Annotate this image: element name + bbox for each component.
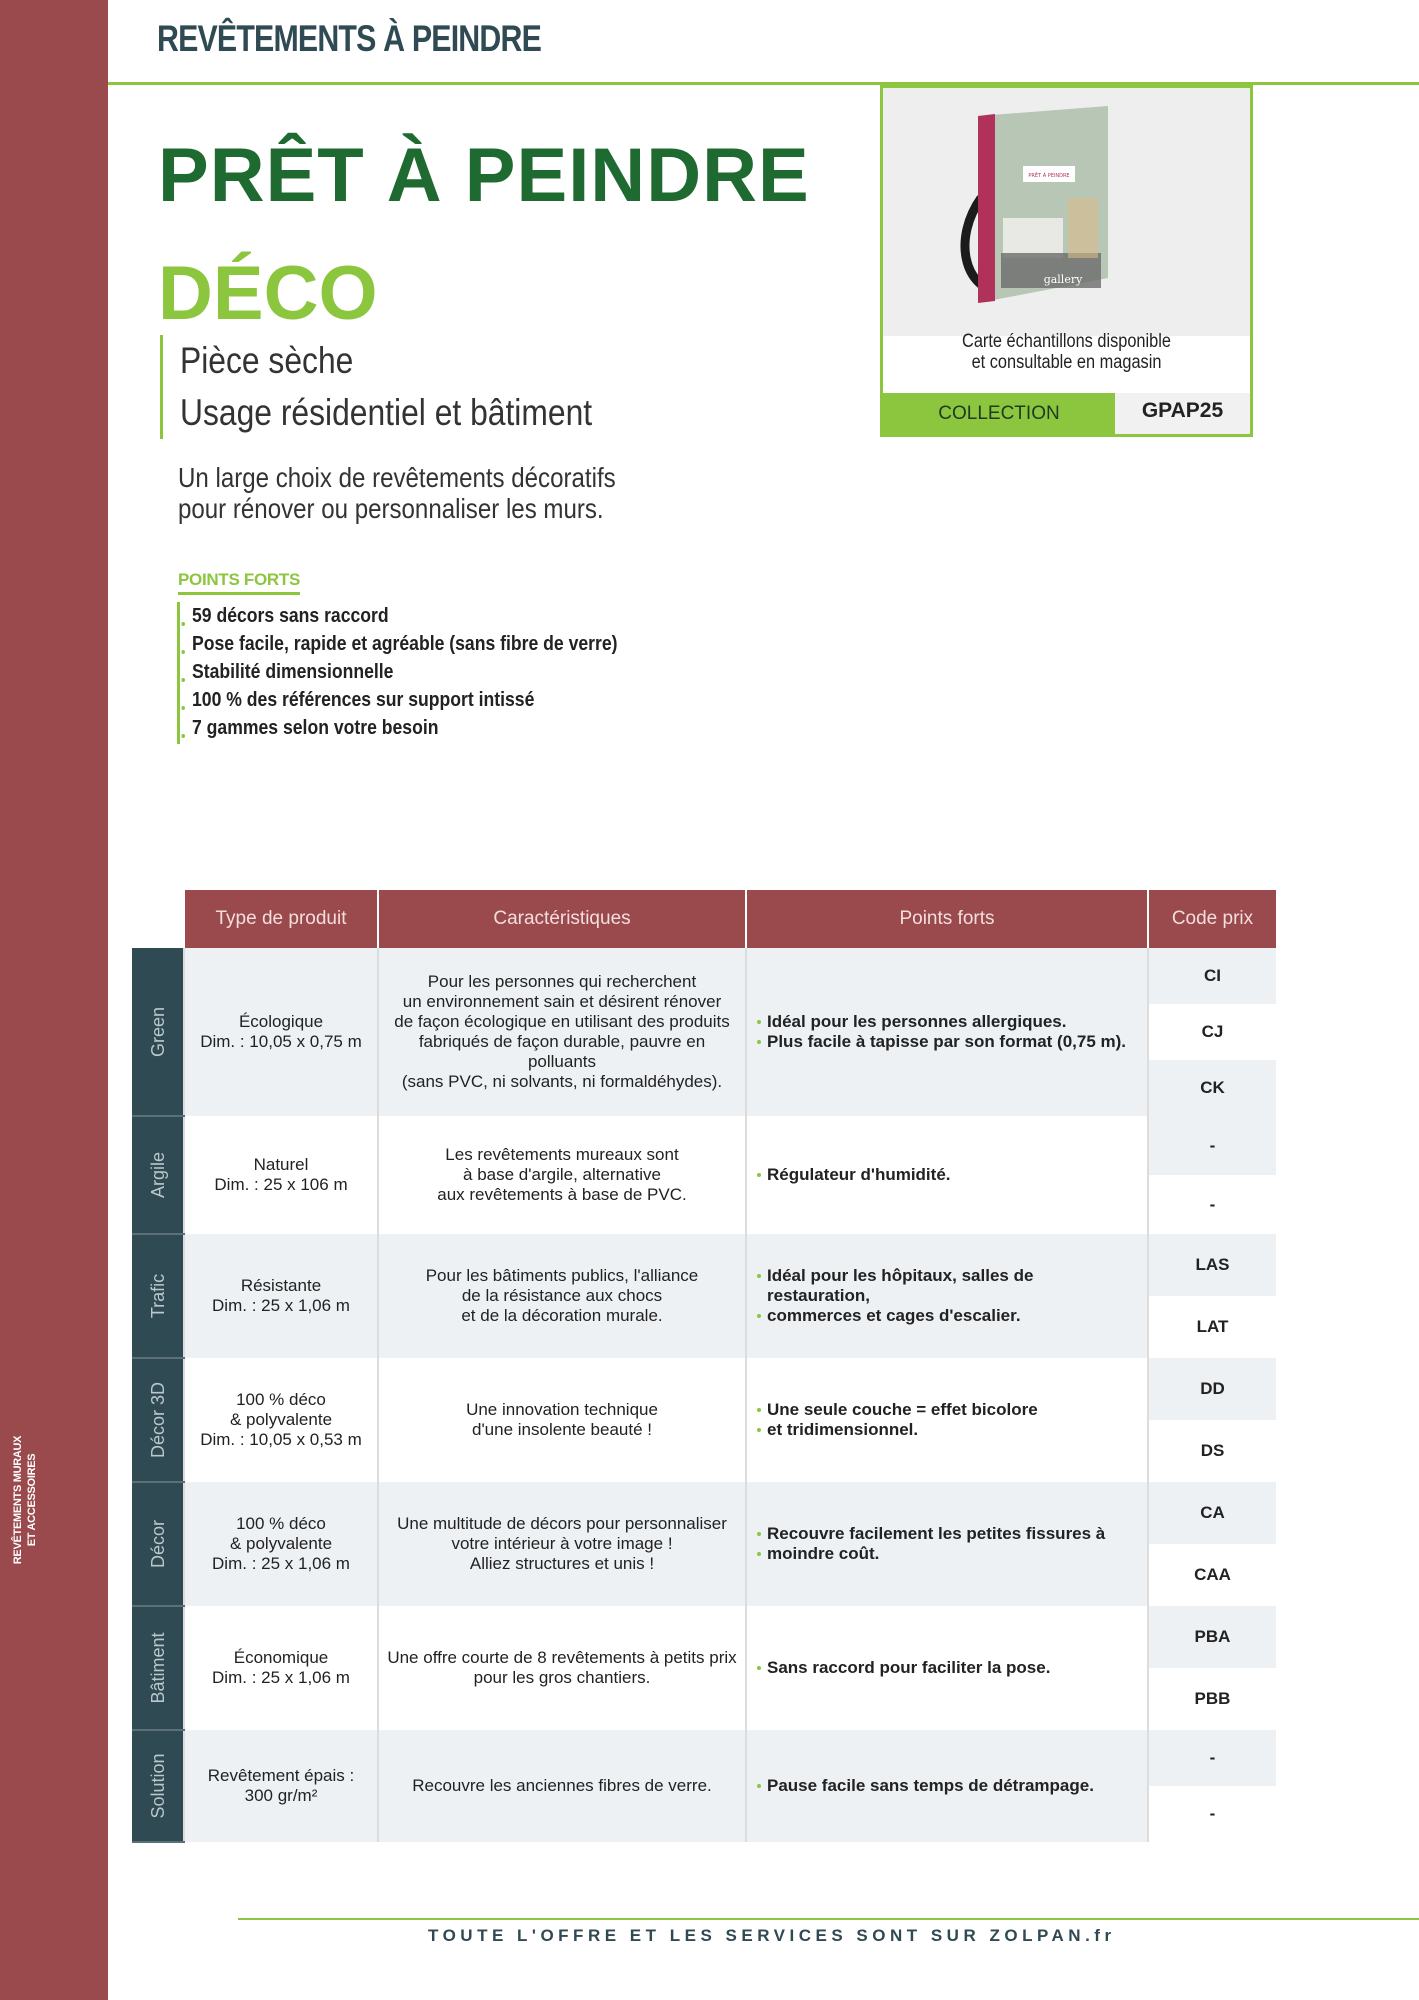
header-caracteristiques: Caractéristiques xyxy=(378,890,746,948)
price-code: - xyxy=(1149,1730,1276,1786)
cell-caracteristiques-line: Une innovation technique xyxy=(466,1400,658,1419)
table-header-row xyxy=(132,890,1276,948)
category-label: Solution xyxy=(147,1753,168,1819)
caption-line: Carte échantillons disponible xyxy=(962,331,1171,352)
cell-caracteristiques xyxy=(378,948,746,1116)
sidebar-label xyxy=(0,1400,50,1600)
cell-caracteristiques-line: Pour les bâtiments publics, l'alliance xyxy=(425,1266,699,1285)
cell-caracteristiques-line: et de la décoration murale. xyxy=(461,1306,663,1325)
list-item: 7 gammes selon votre besoin xyxy=(192,714,618,742)
price-code: - xyxy=(1149,1786,1276,1842)
cell-caracteristiques-line: aux revêtements à base de PVC. xyxy=(437,1185,687,1204)
cell-caracteristiques-line: Alliez structures et unis ! xyxy=(469,1554,655,1573)
cell-caracteristiques xyxy=(378,1606,746,1730)
list-item: Stabilité dimensionnelle xyxy=(192,658,618,686)
cell-points-forts-line: Recouvre facilement les petites fissures à xyxy=(767,1524,1139,1544)
price-code: DS xyxy=(1149,1420,1276,1482)
cell-type xyxy=(184,1730,378,1842)
cell-points-forts-line: Une seule couche = effet bicolore xyxy=(767,1400,1139,1420)
cell-caracteristiques-line: Une offre courte de 8 revêtements à petits prix xyxy=(387,1648,737,1667)
cell-caracteristiques-line: un environnement sain et désirent rénover xyxy=(402,992,722,1011)
usage-line: Usage résidentiel et bâtiment xyxy=(180,392,593,433)
cell-type-line: Économique xyxy=(233,1648,329,1667)
table-row xyxy=(132,1730,1276,1842)
cell-type-line: 300 gr/m² xyxy=(244,1786,318,1805)
sample-card xyxy=(880,85,1253,437)
header-empty xyxy=(132,890,184,948)
box-brand-text: gallery xyxy=(1043,273,1083,286)
cell-caracteristiques-line: Pour les personnes qui recherchent xyxy=(427,972,697,991)
points-forts-list xyxy=(177,602,676,744)
cell-caracteristiques-line: Les revêtements mureaux sont xyxy=(445,1145,679,1164)
category-label: Green xyxy=(147,1006,168,1057)
category-tab xyxy=(132,1116,184,1234)
footer-text: TOUTE L'OFFRE ET LES SERVICES SONT SUR ZOLPAN.fr xyxy=(428,1926,1116,1945)
page-subtitle: DÉCO xyxy=(158,251,378,336)
sample-book-illustration xyxy=(883,88,1250,336)
sidebar-label-line2: ET ACCESSOIRES xyxy=(26,1453,38,1547)
cell-points-forts-line: Idéal pour les personnes allergiques. xyxy=(767,1012,1139,1032)
cell-points-forts-line: Idéal pour les hôpitaux, salles de restauration, xyxy=(767,1266,1139,1306)
cell-points-forts-line: Régulateur d'humidité. xyxy=(767,1165,1139,1185)
cell-type-line: Dim. : 25 x 1,06 m xyxy=(212,1296,350,1315)
cell-type-line: Dim. : 10,05 x 0,75 m xyxy=(200,1032,362,1051)
caption-line: et consultable en magasin xyxy=(971,352,1162,373)
table-row xyxy=(132,948,1276,1116)
table-row xyxy=(132,1358,1276,1482)
cell-caracteristiques xyxy=(378,1116,746,1234)
price-code: CI xyxy=(1149,948,1276,1004)
cell-code-prix xyxy=(1148,1358,1276,1482)
price-code: LAS xyxy=(1149,1234,1276,1296)
category-label: Bâtiment xyxy=(147,1632,168,1704)
price-code: - xyxy=(1149,1175,1276,1234)
cell-points-forts xyxy=(746,1730,1148,1842)
cell-code-prix xyxy=(1148,1234,1276,1358)
cell-points-forts xyxy=(746,1116,1148,1234)
cell-caracteristiques xyxy=(378,1234,746,1358)
list-item: Pose facile, rapide et agréable (sans fibre de verre) xyxy=(192,630,618,658)
usage-line: Pièce sèche xyxy=(180,340,354,381)
cell-caracteristiques-line: Une multitude de décors pour personnaliser xyxy=(397,1514,727,1533)
cell-caracteristiques-line: pour les gros chantiers. xyxy=(473,1668,651,1687)
cell-caracteristiques-line: (sans PVC, ni solvants, ni formaldéhydes). xyxy=(401,1072,723,1091)
intro-text xyxy=(178,462,616,524)
product-table xyxy=(132,890,1276,1843)
cell-points-forts xyxy=(746,1482,1148,1606)
cell-type-line: Revêtement épais : xyxy=(207,1766,355,1785)
cell-type xyxy=(184,1606,378,1730)
cell-points-forts-line: Pause facile sans temps de détrampage. xyxy=(767,1776,1139,1796)
category-tab xyxy=(132,1358,184,1482)
cell-type-line: 100 % déco xyxy=(236,1390,326,1409)
cell-points-forts xyxy=(746,1234,1148,1358)
sample-caption xyxy=(909,331,1225,373)
sidebar xyxy=(0,0,108,2000)
table-row xyxy=(132,1482,1276,1606)
cell-code-prix xyxy=(1148,948,1276,1116)
cell-type xyxy=(184,1234,378,1358)
page-title: PRÊT À PEINDRE xyxy=(158,133,810,218)
box-label-text: PRÊT À PEINDRE xyxy=(1028,173,1070,179)
price-code: PBB xyxy=(1149,1668,1276,1730)
cell-code-prix xyxy=(1148,1116,1276,1234)
list-item: 59 décors sans raccord xyxy=(192,602,618,630)
cell-type-line: Dim. : 25 x 1,06 m xyxy=(212,1668,350,1687)
cell-type xyxy=(184,1116,378,1234)
cell-points-forts xyxy=(746,948,1148,1116)
intro-line: Un large choix de revêtements décoratifs xyxy=(178,462,616,493)
collection-label: COLLECTION xyxy=(883,393,1115,434)
points-forts-title: POINTS FORTS xyxy=(178,570,300,595)
price-code: CK xyxy=(1149,1060,1276,1116)
category-label: Argile xyxy=(147,1151,168,1199)
collection-code: GPAP25 xyxy=(1115,393,1250,434)
cell-type xyxy=(184,1358,378,1482)
cell-caracteristiques xyxy=(378,1358,746,1482)
cell-caracteristiques xyxy=(378,1482,746,1606)
intro-line: pour rénover ou personnaliser les murs. xyxy=(178,493,604,524)
cell-type-line: Naturel xyxy=(253,1155,309,1174)
usage-block xyxy=(160,335,659,439)
cell-type-line: Écologique xyxy=(238,1012,324,1031)
header-type: Type de produit xyxy=(184,890,378,948)
cell-points-forts-line: moindre coût. xyxy=(767,1544,1139,1564)
cell-type-line: Résistante xyxy=(240,1276,322,1295)
cell-caracteristiques-line: de façon écologique en utilisant des produits xyxy=(394,1012,730,1031)
price-code: LAT xyxy=(1149,1296,1276,1358)
category-label: Décor 3D xyxy=(147,1381,168,1459)
cell-points-forts xyxy=(746,1358,1148,1482)
category-tab xyxy=(132,1482,184,1606)
cell-points-forts-line: commerces et cages d'escalier. xyxy=(767,1306,1139,1326)
cell-code-prix xyxy=(1148,1730,1276,1842)
cell-type-line: Dim. : 25 x 1,06 m xyxy=(212,1554,350,1573)
category-label: Trafic xyxy=(147,1273,168,1319)
section-title: REVÊTEMENTS À PEINDRE xyxy=(157,18,542,59)
cell-points-forts-line: Plus facile à tapisse par son format (0,75 m). xyxy=(767,1032,1139,1052)
sample-book-image xyxy=(883,88,1250,336)
category-tab xyxy=(132,948,184,1116)
cell-points-forts xyxy=(746,1606,1148,1730)
header-points-forts: Points forts xyxy=(746,890,1148,948)
table-row xyxy=(132,1116,1276,1234)
cell-caracteristiques-line: de la résistance aux chocs xyxy=(461,1286,663,1305)
sidebar-label-line1: REVÊTEMENTS MURAUX xyxy=(12,1435,24,1565)
price-code: CAA xyxy=(1149,1544,1276,1606)
cell-type xyxy=(184,948,378,1116)
category-label: Décor xyxy=(147,1519,168,1569)
cell-type-line: Dim. : 10,05 x 0,53 m xyxy=(200,1430,362,1449)
cell-type-line: 100 % déco xyxy=(236,1514,326,1533)
cell-caracteristiques-line: Recouvre les anciennes fibres de verre. xyxy=(412,1776,712,1795)
cell-caracteristiques-line: fabriqués de façon durable, pauvre en polluants xyxy=(418,1032,706,1071)
cell-caracteristiques-line: à base d'argile, alternative xyxy=(463,1165,661,1184)
bottom-divider xyxy=(238,1918,1419,1920)
cell-points-forts-line: Sans raccord pour faciliter la pose. xyxy=(767,1658,1139,1678)
cell-type-line: & polyvalente xyxy=(229,1410,333,1429)
table-row xyxy=(132,1606,1276,1730)
cell-points-forts-line: et tridimensionnel. xyxy=(767,1420,1139,1440)
price-code: - xyxy=(1149,1116,1276,1175)
list-item: 100 % des références sur support intissé xyxy=(192,686,618,714)
cell-code-prix xyxy=(1148,1606,1276,1730)
table-row xyxy=(132,1234,1276,1358)
cell-caracteristiques xyxy=(378,1730,746,1842)
cell-type-line: Dim. : 25 x 106 m xyxy=(214,1175,348,1194)
price-code: PBA xyxy=(1149,1606,1276,1668)
cell-caracteristiques-line: votre intérieur à votre image ! xyxy=(451,1534,673,1553)
category-tab xyxy=(132,1606,184,1730)
cell-code-prix xyxy=(1148,1482,1276,1606)
price-code: CJ xyxy=(1149,1004,1276,1060)
header-code-prix: Code prix xyxy=(1148,890,1276,948)
cell-caracteristiques-line: d'une insolente beauté ! xyxy=(471,1420,652,1439)
category-tab xyxy=(132,1234,184,1358)
category-tab xyxy=(132,1730,184,1842)
cell-type-line: & polyvalente xyxy=(229,1534,333,1553)
price-code: DD xyxy=(1149,1358,1276,1420)
price-code: CA xyxy=(1149,1482,1276,1544)
cell-type xyxy=(184,1482,378,1606)
